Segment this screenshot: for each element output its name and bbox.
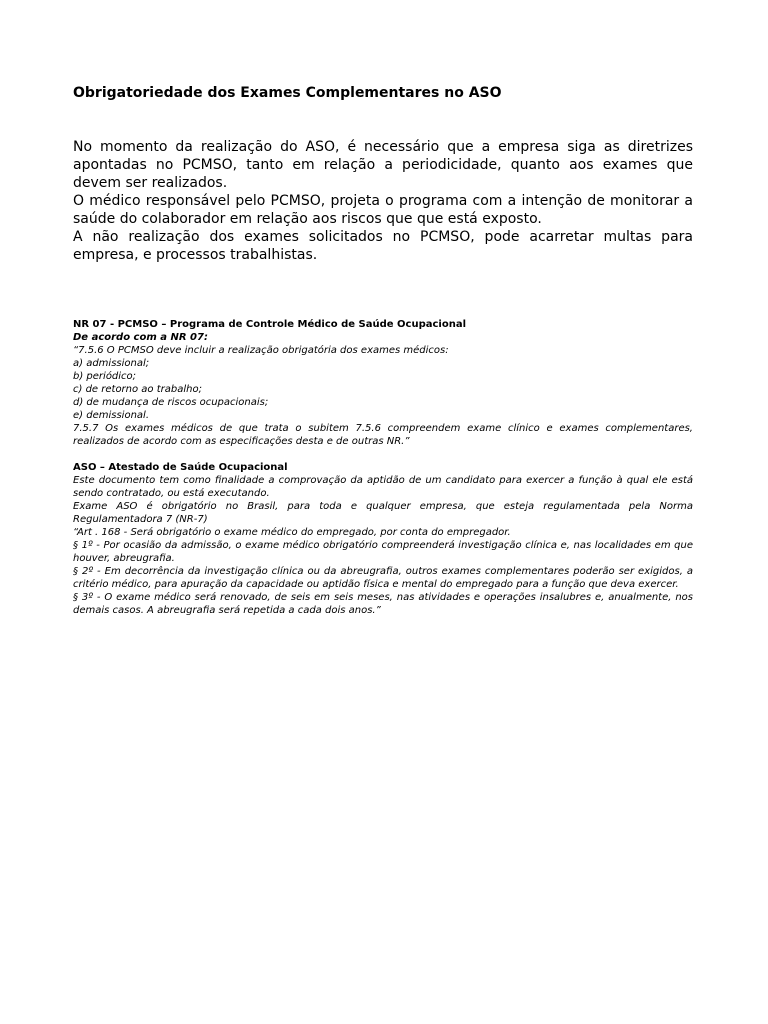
aso-heading: ASO – Atestado de Saúde Ocupacional (73, 462, 288, 473)
nr07-line: “7.5.6 O PCMSO deve incluir a realização obrigatória dos exames médicos: (73, 345, 449, 356)
aso-line: § 2º - Em decorrência da investigação clínica ou da abreugrafia, outros exames complementares poderão ser exigidos, a critério médico, para apuração da capacidade ou aptidão física e mental do empregado para a função que deva exercer. (73, 566, 693, 590)
nr07-line: b) periódico; (73, 371, 137, 382)
aso-line: § 3º - O exame médico será renovado, de seis em seis meses, nas atividades e operações insalubres e, anualmente, nos demais casos. A abreugrafia será repetida a cada dois anos.” (73, 592, 693, 616)
aso-section (73, 461, 693, 617)
aso-line: Este documento tem como finalidade a comprovação da aptidão de um candidato para exercer a função à qual ele está sendo contratado, ou está executando. (73, 475, 693, 499)
nr07-line: a) admissional; (73, 358, 150, 369)
aso-line: § 1º - Por ocasião da admissão, o exame médico obrigatório compreenderá investigação clínica e, nas localidades em que houver, abreugrafia. (73, 540, 693, 564)
aso-line: Exame ASO é obrigatório no Brasil, para toda e qualquer empresa, que esteja regulamentada pela Norma Regulamentadora 7 (NR-7) (73, 501, 693, 525)
nr07-line: 7.5.7 Os exames médicos de que trata o subitem 7.5.6 compreendem exame clínico e exames complementares, realizados de acordo com as especificações desta e de outras NR.” (73, 423, 693, 447)
nr07-line: c) de retorno ao trabalho; (73, 384, 202, 395)
nr07-heading: NR 07 - PCMSO – Programa de Controle Médico de Saúde Ocupacional (73, 319, 466, 330)
document-title: Obrigatoriedade dos Exames Complementares no ASO (73, 85, 502, 101)
intro-paragraph: A não realização dos exames solicitados no PCMSO, pode acarretar multas para empresa, e processos trabalhistas. (73, 229, 693, 263)
document-page (73, 84, 693, 617)
intro-paragraph: No momento da realização do ASO, é necessário que a empresa siga as diretrizes apontadas no PCMSO, tanto em relação a periodicidade, quanto aos exames que devem ser realizados. (73, 139, 693, 191)
nr07-line: e) demissional. (73, 410, 149, 421)
intro-section (73, 138, 693, 264)
nr07-line: d) de mudança de riscos ocupacionais; (73, 397, 269, 408)
nr07-subheading: De acordo com a NR 07: (73, 332, 208, 343)
nr07-section (73, 318, 693, 448)
aso-line: “Art . 168 - Será obrigatório o exame médico do empregado, por conta do empregador. (73, 527, 511, 538)
intro-paragraph: O médico responsável pelo PCMSO, projeta o programa com a intenção de monitorar a saúde do colaborador em relação aos riscos que que está exposto. (73, 193, 693, 227)
